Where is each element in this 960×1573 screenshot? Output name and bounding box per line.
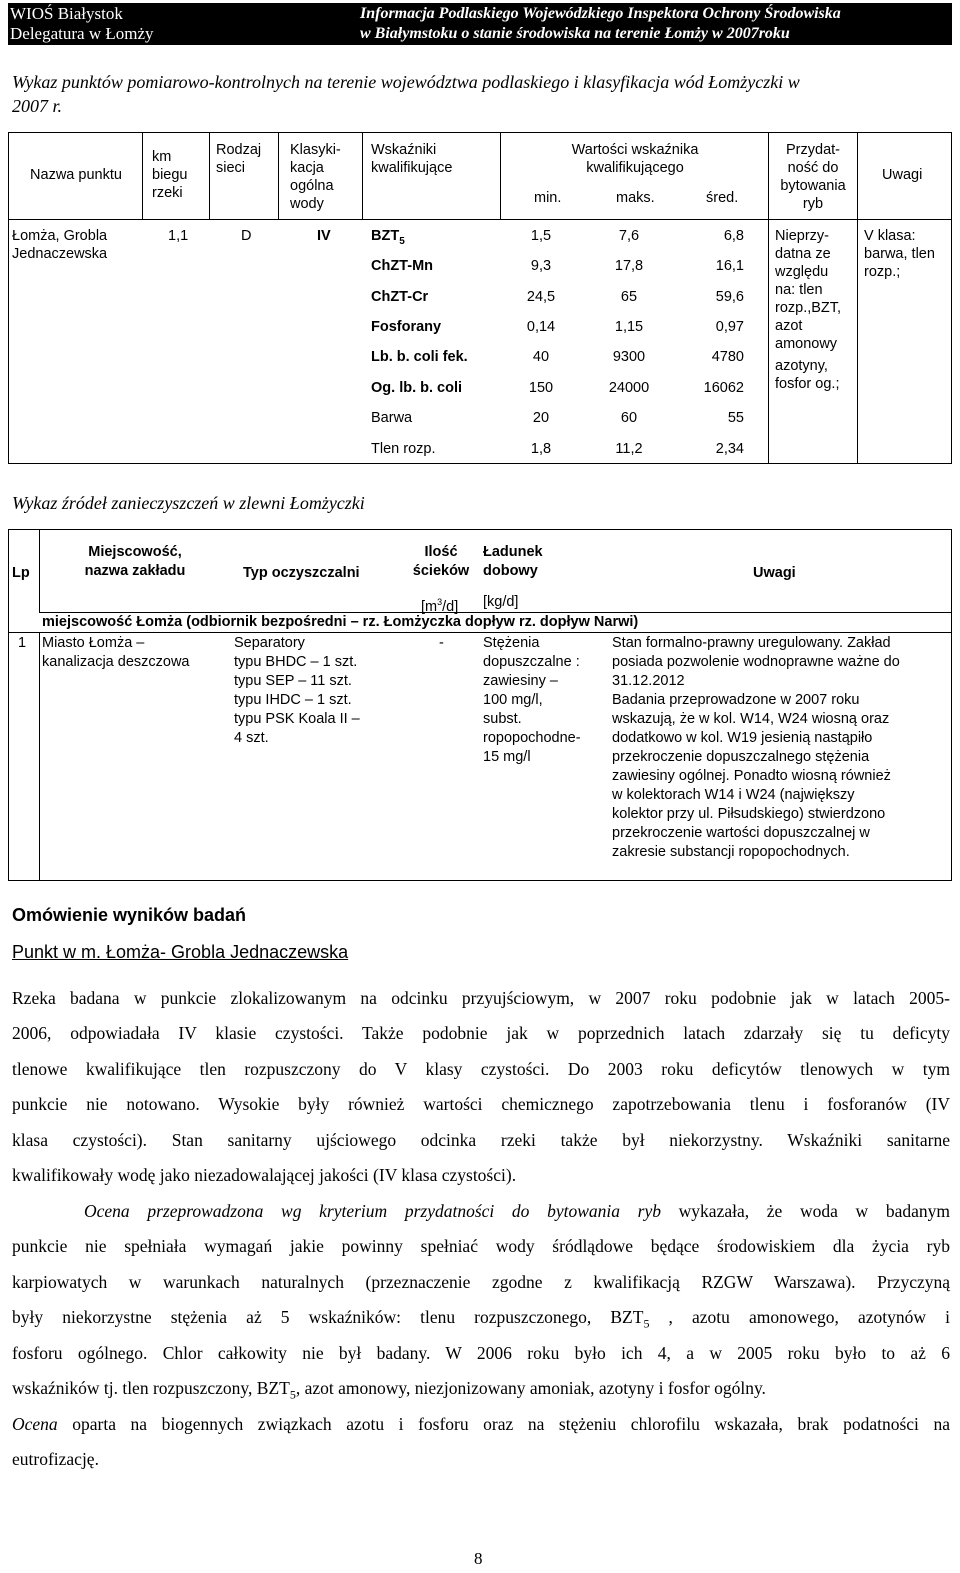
indicator-name: Og. lb. b. coli [371, 380, 463, 396]
row-amount: - [439, 635, 444, 651]
table1-title-line2: 2007 r. [12, 96, 63, 116]
header-avg: śred. [706, 190, 739, 206]
indicator-min: 150 [528, 380, 554, 396]
indicator-min: 24,5 [526, 289, 556, 305]
indicator-max: 17,8 [614, 258, 644, 274]
indicator-name: Lb. b. coli fek. [371, 349, 468, 365]
p3-line: Ocena oparta na biogennych związkach azotu i fosforu oraz na stężeniu chlorofilu wskazała, brak podatności na [12, 1414, 950, 1434]
p1-line: punkcie nie notowano. Wysokie były również wartości chemicznego zapotrzebowania tlenu i fosforanów (IV [12, 1094, 950, 1114]
p1-line: klasa czystości). Stan sanitarny ujściowego odcinka rzeki także był niekorzystny. Wskaźniki sanitarne [12, 1130, 950, 1150]
subsection-title: Punkt w m. Łomża- Grobla Jednaczewska [12, 942, 349, 962]
indicator-avg: 59,6 [715, 289, 744, 305]
p1-line: Rzeka badana w punkcie zlokalizowanym na odcinku przyujściowym, w 2007 roku podobnie jak w latach 2005- [12, 988, 950, 1008]
section-title: Omówienie wyników badań [12, 905, 247, 925]
p3-line: eutrofizację. [12, 1449, 99, 1469]
header-delegation: Delegatura w Łomży [10, 24, 154, 43]
indicator-avg: 55 [727, 410, 744, 426]
header-amount: Ilość ścieków [412, 544, 470, 579]
indicator-name: Fosforany [371, 319, 442, 335]
point-notes: V klasa: barwa, tlen rozp.; [864, 228, 935, 280]
header-place: Miejscowość, nazwa zakładu [84, 544, 186, 579]
indicator-avg: 0,97 [715, 319, 744, 335]
indicator-name: ChZT-Cr [371, 289, 429, 305]
header-treatment-type: Typ oczyszczalni [243, 565, 360, 581]
p1-line: kwalifikowały wodę jako niezadowalającej jakości (IV klasa czystości). [12, 1165, 517, 1185]
indicator-max: 9300 [612, 349, 646, 365]
header-lp: Lp [12, 565, 30, 581]
indicator-max: 24000 [608, 380, 650, 396]
header-notes2: Uwagi [753, 565, 796, 581]
indicator-max: 7,6 [618, 228, 640, 244]
row-notes: Stan formalno-prawny uregulowany. Zakład posiada pozwolenie wodnoprawne ważne do 31.12.2012 Badania przeprowadzone w 2007 roku wskazują, że w kol. W14, W24 wiosną oraz dodatkowo w kol. W19 jesienią nastąpiło przekroczenie dopuszczalnego stężenia zawiesiny ogólnej. Ponadto wiosną również w kolektorach W14 i W24 (największy kolektor przy ul. Piłsudskiego) stwierdzono przekroczenie wartości dopuszczalnej w zakresie substancji ropopochodnych. [612, 635, 900, 860]
header-load: Ładunek dobowy [483, 544, 543, 579]
indicator-name: $BZT_5$ [371, 228, 405, 247]
p2-line: fosforu ogólnego. Chlor całkowity nie był badany. W 2006 roku było ich 4, a w 2005 roku było to aż 6 [12, 1343, 950, 1363]
p2-line: karpiowatych w warunkach naturalnych (przeznaczenie zgodne z kwalifikacją RZGW Warszawa). Przyczyną [12, 1272, 950, 1292]
indicator-min: 9,3 [530, 258, 552, 274]
indicator-min: 1,8 [530, 441, 552, 457]
p2-line: wskaźników tj. tlen rozpuszczony, $BZT_5$, azot amonowy, niezjonizowany amoniak, azotyny i fosfor ogólny. [12, 1378, 766, 1402]
p2-line: Ocena przeprowadzona wg kryterium przydatności do bytowania ryb wykazała, że woda w badanym [84, 1201, 950, 1221]
fish-suitability: Nieprzy- datna ze względu na: tlen rozp.,BZT, azot amonowy azotyny, fosfor og.; [775, 228, 842, 392]
amount-unit: $[m^3/d]$ [421, 597, 459, 615]
load-unit: [kg/d] [483, 594, 519, 610]
row-lp: 1 [18, 635, 27, 651]
indicator-min: 1,5 [530, 228, 552, 244]
indicator-name: Barwa [371, 410, 413, 426]
header-notes: Uwagi [882, 167, 923, 183]
indicator-max: 60 [620, 410, 638, 426]
p2-line: punkcie nie spełniała wymagań jakie powinny spełniać wody śródlądowe będące środowiskiem dla życia ryb [12, 1236, 950, 1256]
section-row: miejscowość Łomża (odbiornik bezpośredni – rz. Łomżyczka dopływ rz. dopływ Narwi) [42, 614, 639, 630]
row-load: Stężenia dopuszczalne : zawiesiny – 100 mg/l, subst. ropopochodne- 15 mg/l [483, 635, 581, 765]
indicator-avg: 2,34 [715, 441, 744, 457]
indicator-avg: 16062 [703, 380, 744, 396]
p1-line: tlenowe kwalifikujące tlen rozpuszczony do V klasy czystości. Do 2003 roku deficytów tlenowych w tym [12, 1059, 950, 1079]
km-value: 1,1 [168, 228, 189, 244]
p2-line: były niekorzystne stężenia aż 5 wskaźników: tlenu rozpuszczonego, $BZT_5$ , azotu amonowego, azotynów i [12, 1307, 951, 1331]
class-value: IV [317, 228, 331, 244]
header-min: min. [534, 190, 562, 206]
indicator-max: 1,15 [614, 319, 644, 335]
header-class: Klasyki- kacja ogólna wody [290, 142, 341, 212]
indicator-avg: 4780 [711, 349, 744, 365]
indicator-min: 0,14 [526, 319, 556, 335]
row-treatment-type: Separatory typu BHDC – 1 szt. typu SEP – 11 szt. typu IHDC – 1 szt. typu PSK Koala II – 4 szt. [234, 635, 360, 746]
indicator-min: 40 [532, 349, 550, 365]
point-name: Łomża, Grobla Jednaczewska [12, 228, 108, 262]
indicator-avg: 6,8 [723, 228, 744, 244]
header-max: maks. [616, 190, 655, 206]
page-number: 8 [474, 1549, 483, 1568]
header-title-line2: w Białymstoku o stanie środowiska na terenie Łomży w 2007roku [360, 25, 790, 42]
row-place: Miasto Łomża – kanalizacja deszczowa [42, 635, 190, 670]
header-values: Wartości wskaźnika kwalifikującego [571, 142, 699, 176]
network-value: D [241, 228, 252, 244]
header-fish: Przydat- ność do bytowania ryb [780, 142, 846, 212]
indicator-avg: 16,1 [715, 258, 744, 274]
indicator-name: Tlen rozp. [371, 441, 436, 457]
table2-title: Wykaz źródeł zanieczyszczeń w zlewni Łomżyczki [12, 493, 365, 513]
header-org: WIOŚ Białystok [10, 4, 123, 23]
table1-title-line1: Wykaz punktów pomiarowo-kontrolnych na terenie województwa podlaskiego i klasyfikacja wód Łomżyczki w [12, 72, 800, 92]
indicator-max: 11,2 [615, 441, 643, 457]
p1-line: 2006, odpowiadała IV klasie czystości. Także podobnie jak w poprzednich latach zdarzały się tu deficyty [12, 1023, 950, 1043]
indicator-name: ChZT-Mn [371, 258, 434, 274]
header-km: km biegu rzeki [152, 149, 188, 201]
indicator-max: 65 [620, 289, 638, 305]
header-network: Rodzaj sieci [216, 142, 262, 176]
header-point-name: Nazwa punktu [30, 167, 122, 183]
indicator-min: 20 [532, 410, 550, 426]
header-indicators: Wskaźniki kwalifikujące [371, 142, 453, 176]
header-title-line1: Informacja Podlaskiego Wojewódzkiego Inspektora Ochrony Środowiska [360, 5, 841, 22]
